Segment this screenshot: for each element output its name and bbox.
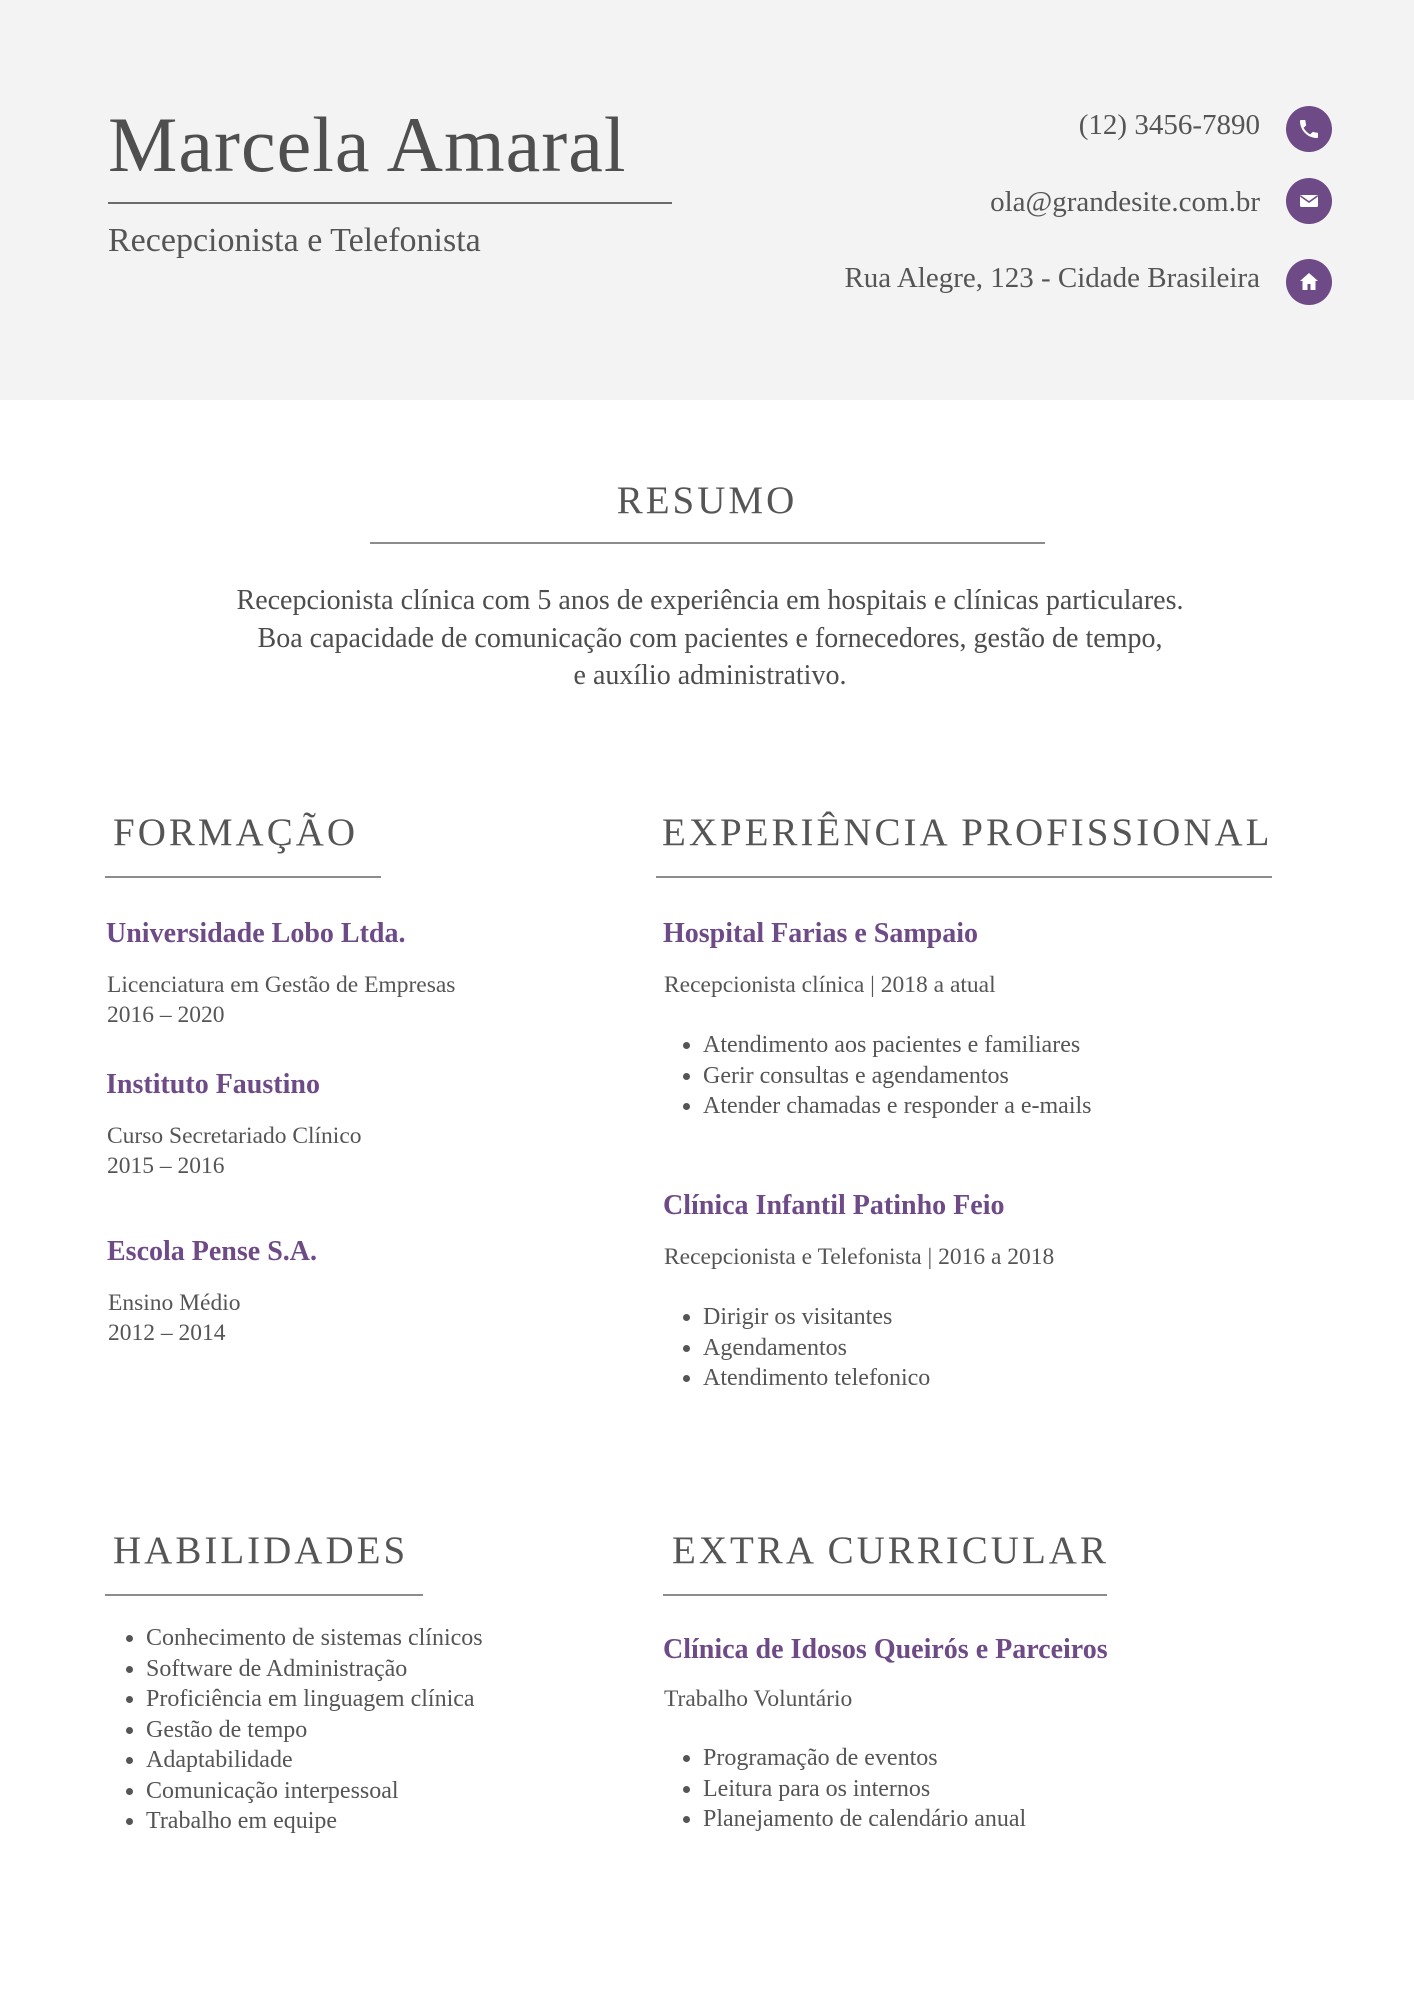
phone-icon (1286, 106, 1332, 152)
list-item: • Gestão de tempo (146, 1715, 483, 1746)
list-item: • Dirigir os visitantes (703, 1302, 930, 1333)
education-institution: Instituto Faustino (106, 1069, 320, 1100)
list-item: • Software de Administração (146, 1654, 483, 1685)
extracurricular-title: EXTRA CURRICULAR (672, 1529, 1109, 1572)
list-item: • Trabalho em equipe (146, 1806, 483, 1837)
experience-title: EXPERIÊNCIA PROFISSIONAL (662, 811, 1273, 854)
name-divider (108, 202, 672, 204)
extracurricular-divider (663, 1594, 1107, 1596)
education-title: FORMAÇÃO (113, 811, 359, 854)
summary-title: RESUMO (616, 479, 798, 522)
extracurricular-organization: Clínica de Idosos Queirós e Parceiros (663, 1634, 1108, 1665)
education-divider (105, 876, 381, 878)
list-item: • Adaptabilidade (146, 1745, 483, 1776)
skills-list (106, 1623, 483, 1837)
experience-divider (656, 876, 1272, 878)
education-period: 2012 – 2014 (108, 1320, 226, 1346)
summary-line: Recepcionista clínica com 5 anos de experiência em hospitais e clínicas particulares. (236, 585, 1184, 616)
list-item: • Atendimento telefonico (703, 1363, 930, 1394)
list-item: • Planejamento de calendário anual (703, 1804, 1026, 1835)
list-item: • Atender chamadas e responder a e-mails (703, 1091, 1092, 1122)
education-period: 2015 – 2016 (107, 1153, 225, 1179)
list-item: • Conhecimento de sistemas clínicos (146, 1623, 483, 1654)
list-item: • Leitura para os internos (703, 1774, 1026, 1805)
email-address: ola@grandesite.com.br (990, 186, 1260, 218)
list-item: • Atendimento aos pacientes e familiares (703, 1030, 1092, 1061)
education-course: Ensino Médio (108, 1290, 241, 1316)
education-institution: Universidade Lobo Ltda. (106, 918, 406, 949)
mail-icon (1286, 178, 1332, 224)
list-item: • Gerir consultas e agendamentos (703, 1061, 1092, 1092)
education-institution: Escola Pense S.A. (107, 1236, 317, 1267)
summary-line: Boa capacidade de comunicação com pacientes e fornecedores, gestão de tempo, (257, 622, 1163, 654)
experience-duties (663, 1302, 930, 1394)
address: Rua Alegre, 123 - Cidade Brasileira (844, 262, 1260, 294)
summary-line: e auxílio administrativo. (573, 660, 847, 691)
education-course: Licenciatura em Gestão de Empresas (107, 972, 456, 998)
skills-title: HABILIDADES (113, 1529, 409, 1572)
extracurricular-activities (663, 1743, 1026, 1835)
phone-number: (12) 3456-7890 (1078, 109, 1260, 141)
experience-duties (663, 1030, 1092, 1122)
experience-company: Clínica Infantil Patinho Feio (663, 1190, 1005, 1221)
header-band (0, 0, 1414, 400)
extracurricular-role: Trabalho Voluntário (664, 1686, 853, 1712)
experience-role: Recepcionista e Telefonista | 2016 a 2018 (664, 1244, 1055, 1270)
home-icon (1286, 259, 1332, 305)
list-item: • Agendamentos (703, 1333, 930, 1364)
list-item: • Proficiência em linguagem clínica (146, 1684, 483, 1715)
list-item: • Programação de eventos (703, 1743, 1026, 1774)
candidate-role: Recepcionista e Telefonista (108, 222, 481, 259)
education-course: Curso Secretariado Clínico (107, 1123, 362, 1149)
education-period: 2016 – 2020 (107, 1002, 225, 1028)
summary-divider (370, 542, 1045, 544)
list-item: • Comunicação interpessoal (146, 1776, 483, 1807)
candidate-name: Marcela Amaral (108, 101, 627, 188)
experience-company: Hospital Farias e Sampaio (663, 918, 979, 949)
experience-role: Recepcionista clínica | 2018 a atual (664, 972, 996, 998)
summary-text (120, 582, 1300, 695)
skills-divider (105, 1594, 423, 1596)
